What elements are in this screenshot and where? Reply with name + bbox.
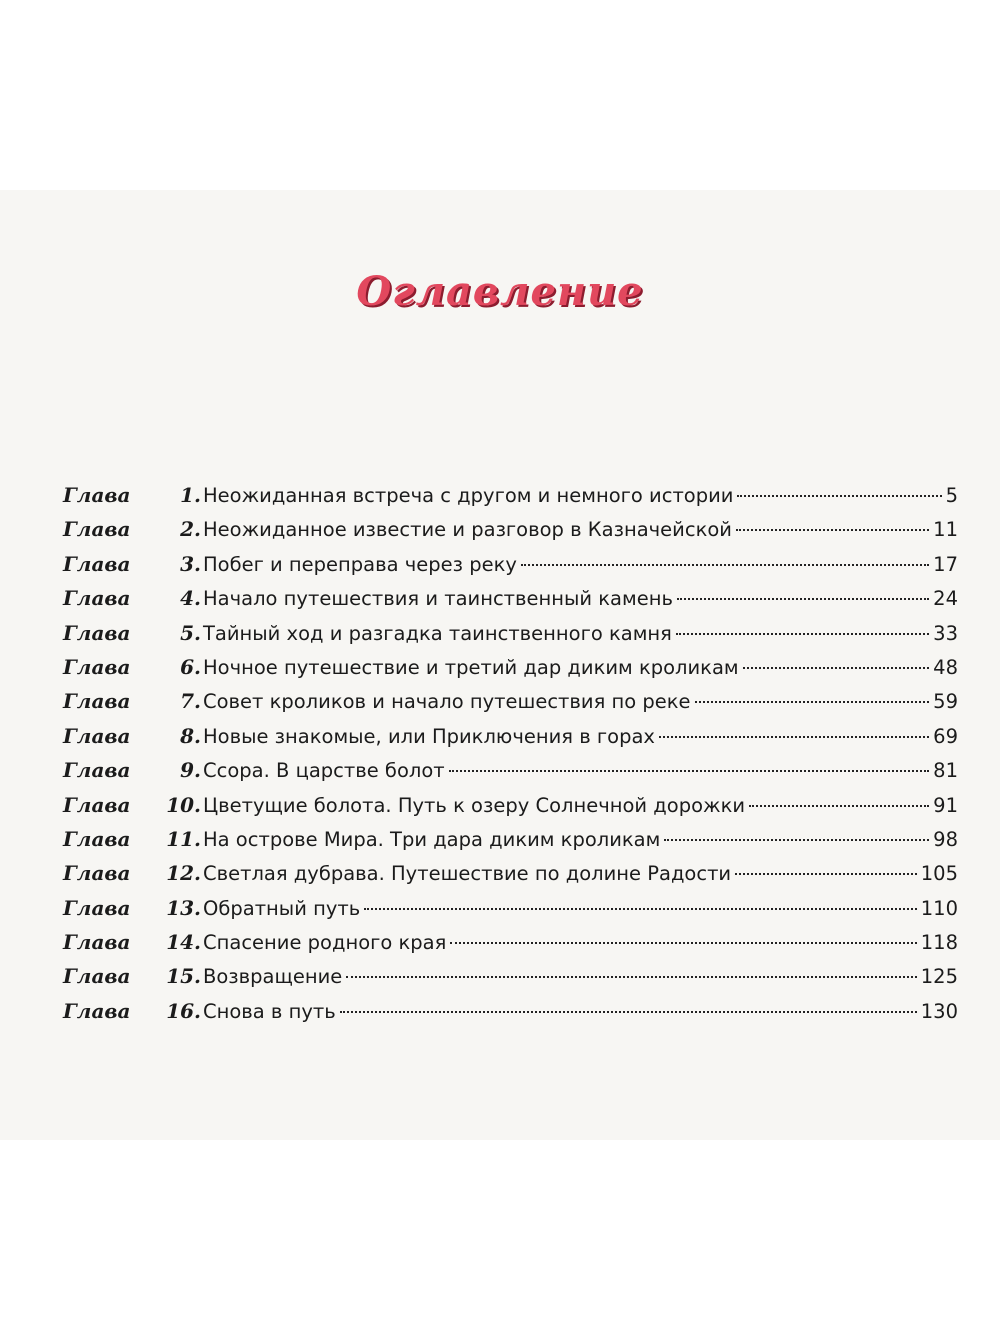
dot-leader	[364, 908, 917, 910]
chapter-word: Глава	[63, 826, 131, 851]
dot-leader	[449, 770, 930, 772]
chapter-word: Глава	[63, 861, 131, 886]
page-number: 98	[933, 827, 958, 851]
page-number: 17	[933, 552, 958, 576]
chapter-label	[63, 822, 201, 856]
chapter-number: 14.	[166, 930, 201, 955]
chapter-title: Снова в путь	[203, 999, 336, 1023]
dot-leader	[346, 976, 916, 978]
chapter-title: Начало путешествия и таинственный камень	[203, 587, 673, 611]
dot-leader	[735, 873, 917, 875]
chapter-label	[63, 925, 201, 959]
chapter-label	[63, 581, 201, 615]
page-number: 81	[933, 759, 958, 783]
chapter-label	[63, 478, 201, 512]
chapter-title: Новые знакомые, или Приключения в горах	[203, 724, 655, 748]
dot-leader	[676, 633, 929, 635]
chapter-number: 1.	[180, 483, 201, 507]
chapter-label	[63, 719, 201, 753]
toc-entry	[63, 547, 958, 581]
chapter-number: 5.	[180, 620, 201, 645]
chapter-word: Глава	[63, 517, 131, 542]
chapter-word: Глава	[63, 586, 131, 611]
table-of-contents	[63, 478, 958, 1028]
chapter-number: 9.	[180, 758, 201, 783]
page-number: 59	[933, 690, 958, 714]
chapter-number: 16.	[166, 998, 201, 1023]
page-number: 118	[920, 931, 958, 955]
chapter-number: 13.	[166, 895, 201, 920]
chapter-label	[63, 994, 201, 1028]
toc-entry	[63, 753, 958, 787]
chapter-title: Побег и переправа через реку	[203, 552, 517, 576]
chapter-word: Глава	[63, 620, 131, 645]
chapter-word: Глава	[63, 998, 131, 1023]
dot-leader	[736, 529, 929, 531]
chapter-label	[63, 788, 201, 822]
page-number: 24	[933, 587, 958, 611]
toc-entry	[63, 925, 958, 959]
page-number: 48	[933, 655, 958, 679]
dot-leader	[743, 667, 930, 669]
chapter-word: Глава	[63, 758, 131, 783]
chapter-word: Глава	[63, 654, 131, 679]
page-number: 5	[945, 484, 958, 507]
chapter-title: Возвращение	[203, 965, 343, 989]
chapter-label	[63, 856, 201, 890]
toc-entry	[63, 959, 958, 993]
toc-entry	[63, 822, 958, 856]
toc-entry	[63, 719, 958, 753]
chapter-label	[63, 684, 201, 718]
chapter-number: 3.	[180, 551, 201, 576]
toc-entry	[63, 512, 958, 546]
chapter-number: 8.	[180, 723, 201, 748]
page-number: 125	[920, 965, 958, 989]
page-number: 69	[933, 724, 958, 748]
chapter-title: Обратный путь	[203, 896, 361, 920]
chapter-title: Спасение родного края	[203, 931, 447, 955]
page-number: 130	[920, 999, 958, 1023]
toc-entry	[63, 478, 958, 512]
chapter-number: 12.	[166, 861, 201, 886]
chapter-number: 11.	[166, 826, 201, 851]
chapter-word: Глава	[63, 483, 131, 507]
chapter-title: На острове Мира. Три дара диким кроликам	[203, 827, 661, 851]
page-number: 110	[920, 896, 958, 920]
chapter-word: Глава	[63, 689, 131, 714]
chapter-title: Неожиданное известие и разговор в Казначейской	[203, 518, 732, 542]
chapter-word: Глава	[63, 551, 131, 576]
toc-entry	[63, 994, 958, 1028]
chapter-label	[63, 512, 201, 546]
toc-entry	[63, 856, 958, 890]
chapter-title: Ночное путешествие и третий дар диким кроликам	[203, 655, 739, 679]
chapter-title: Цветущие болота. Путь к озеру Солнечной дорожки	[203, 793, 746, 817]
chapter-word: Глава	[63, 964, 131, 989]
dot-leader	[521, 564, 929, 566]
chapter-word: Глава	[63, 930, 131, 955]
chapter-label	[63, 753, 201, 787]
dot-leader	[695, 701, 930, 703]
chapter-label	[63, 891, 201, 925]
dot-leader	[450, 942, 916, 944]
chapter-label	[63, 547, 201, 581]
chapter-title: Ссора. В царстве болот	[203, 759, 445, 783]
dot-leader	[737, 495, 941, 497]
chapter-word: Глава	[63, 723, 131, 748]
chapter-title: Светлая дубрава. Путешествие по долине Радости	[203, 862, 732, 886]
chapter-number: 10.	[166, 792, 201, 817]
chapter-word: Глава	[63, 895, 131, 920]
dot-leader	[659, 736, 929, 738]
toc-title: Оглавление	[356, 268, 644, 315]
toc-entry	[63, 891, 958, 925]
chapter-label	[63, 959, 201, 993]
page-number: 11	[933, 518, 958, 542]
chapter-title: Тайный ход и разгадка таинственного камня	[203, 621, 672, 645]
chapter-title: Неожиданная встреча с другом и немного истории	[203, 484, 734, 507]
chapter-number: 15.	[166, 964, 201, 989]
dot-leader	[749, 805, 929, 807]
toc-entry	[63, 684, 958, 718]
chapter-label	[63, 616, 201, 650]
chapter-word: Глава	[63, 792, 131, 817]
toc-entry	[63, 616, 958, 650]
toc-entry	[63, 788, 958, 822]
dot-leader	[664, 839, 929, 841]
page-number: 91	[933, 793, 958, 817]
dot-leader	[677, 598, 929, 600]
toc-entry	[63, 650, 958, 684]
chapter-title: Совет кроликов и начало путешествия по реке	[203, 690, 691, 714]
chapter-number: 7.	[180, 689, 201, 714]
page-number: 33	[933, 621, 958, 645]
chapter-number: 2.	[180, 517, 201, 542]
chapter-label	[63, 650, 201, 684]
chapter-number: 4.	[180, 586, 201, 611]
dot-leader	[340, 1011, 917, 1013]
page-number: 105	[920, 862, 958, 886]
toc-entry	[63, 581, 958, 615]
chapter-number: 6.	[180, 654, 201, 679]
